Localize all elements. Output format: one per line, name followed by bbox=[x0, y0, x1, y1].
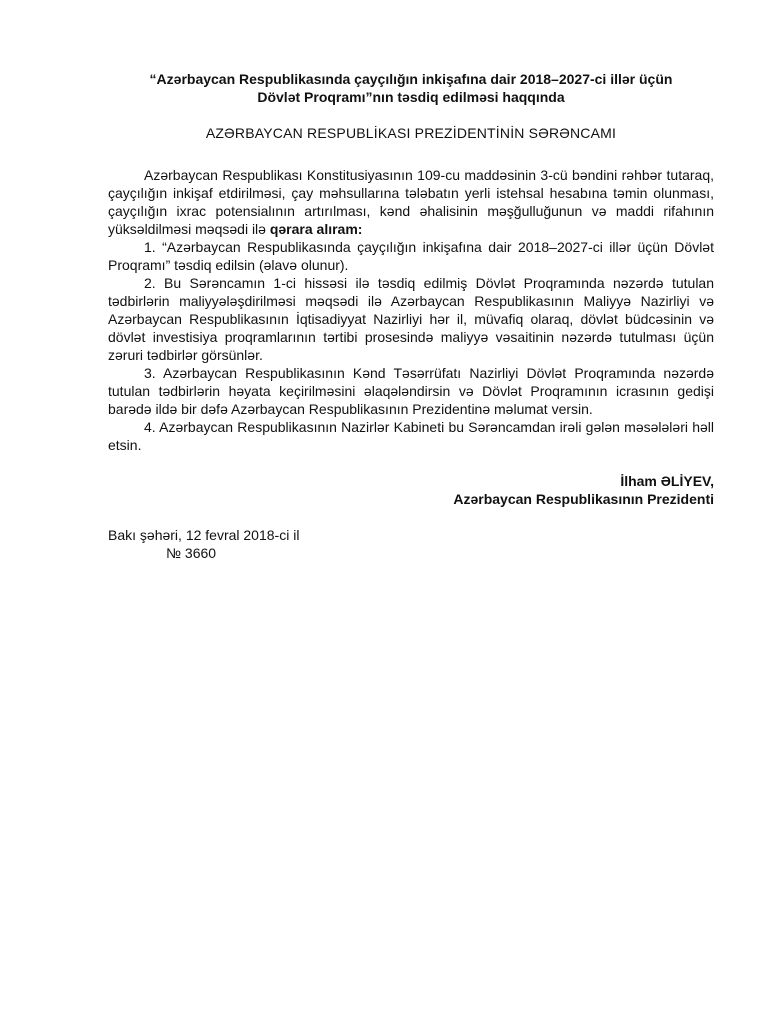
signatory-title: Azərbaycan Respublikasının Prezidenti bbox=[453, 491, 714, 507]
decree-item-3: 3. Azərbaycan Respublikasının Kənd Təsərrüfatı Nazirliyi Dövlət Proqramında nəzərdə tutulan tədbirlərin həyata keçirilməsini əlaqələndirsin və Dövlət Proqramının icrasının gedişi barədə ildə bir dəfə Azərbaycan Respublikasının Prezidentinə məlumat versin. bbox=[108, 365, 714, 417]
signatory-name: İlham ƏLİYEV, bbox=[620, 473, 714, 489]
preamble-text: Azərbaycan Respublikası Konstitusiyasının 109-cu maddəsinin 3-cü bəndini rəhbər tutaraq, çayçılığın inkişaf etdirilməsi, çay məhsullarına tələbatın yerli istehsal hesabına təmin olunması, çayçılığın ixrac potensialının artırılması, kənd əhalisinin məşğulluğunun və maddi rifahının yüksəldilməsi məqsədi ilə bbox=[108, 167, 714, 237]
decree-item-2: 2. Bu Sərəncamın 1-ci hissəsi ilə təsdiq edilmiş Dövlət Proqramında nəzərdə tutulan tədbirlərin maliyyələşdirilməsi məqsədi ilə Azərbaycan Respublikasının Maliyyə Nazirliyi və Azərbaycan Respublikasının İqtisadiyyat Nazirliyi hər il, müvafiq olaraq, dövlət büdcəsinin və dövlət investisiya proqramlarının tərtibi prosesində maliyyə vəsaitinin nəzərdə tutulması üçün zəruri tədbirlər görsünlər. bbox=[108, 275, 714, 363]
decree-heading: AZƏRBAYCAN RESPUBLİKASI PREZİDENTİNİN SƏRƏNCAMI bbox=[205, 125, 617, 141]
preamble-paragraph bbox=[108, 166, 714, 238]
decree-body bbox=[108, 166, 714, 454]
place-and-date: Bakı şəhəri, 12 fevral 2018-ci il bbox=[108, 527, 300, 543]
document-title-line-2: Dövlət Proqramı”nın təsdiq edilməsi haqqında bbox=[257, 89, 565, 105]
document-page bbox=[108, 70, 714, 562]
document-title bbox=[108, 70, 714, 106]
document-title-line-1: “Azərbaycan Respublikasında çayçılığın inkişafına dair 2018–2027-ci illər üçün bbox=[149, 71, 673, 87]
decree-item-1: 1. “Azərbaycan Respublikasında çayçılığın inkişafına dair 2018–2027-ci illər üçün Dövlət Proqramı” təsdiq edilsin (əlavə olunur). bbox=[108, 239, 714, 273]
decree-item-4: 4. Azərbaycan Respublikasının Nazirlər Kabineti bu Sərəncamdan irəli gələn məsələləri həll etsin. bbox=[108, 419, 714, 453]
decree-number: № 3660 bbox=[166, 545, 217, 561]
signature-block bbox=[108, 472, 714, 508]
preamble-resolution: qərara alıram: bbox=[269, 221, 363, 237]
